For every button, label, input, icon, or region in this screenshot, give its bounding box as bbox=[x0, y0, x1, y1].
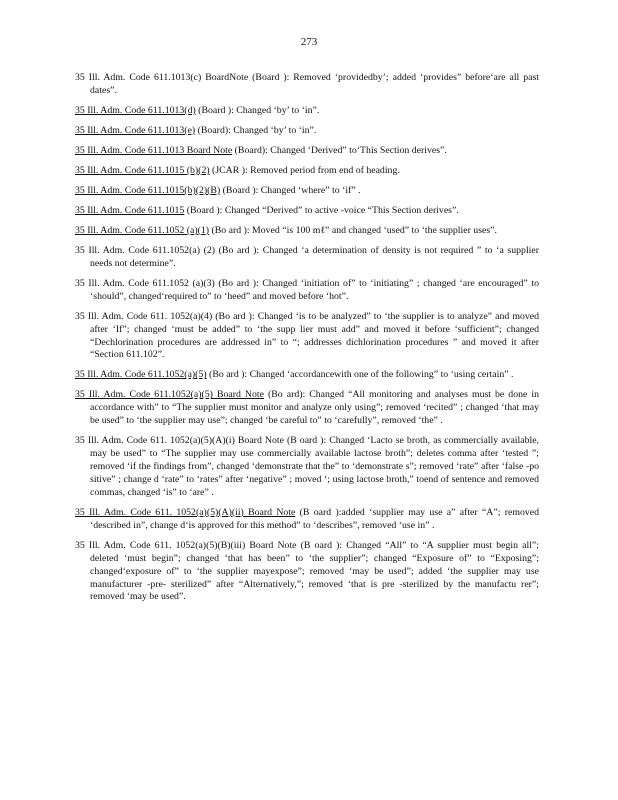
amendment-entry bbox=[75, 389, 539, 428]
change-description: (B oard ):added ‘supplier may use a” after “A”; removed ‘described in”, change d‘is approved for this method” to ‘describes”, removed ‘use in” . bbox=[90, 506, 539, 531]
code-citation: 35 Ill. Adm. Code 611.1013(d) bbox=[75, 104, 196, 116]
change-description: (Board ): Changed “Derived” to active -voice “This Section derives”. bbox=[184, 204, 459, 216]
code-citation: 35 Ill. Adm. Code 611. 1052(a)(4) bbox=[75, 310, 213, 322]
code-citation: 35 Ill. Adm. Code 611.1015 bbox=[75, 204, 185, 216]
code-citation: 35 Ill. Adm. Code 611.1015(b)(2)(B) bbox=[75, 184, 221, 196]
change-description: Board Note (B oard ): Changed “All” to “A supplier must begin all”; deleted ‘must begin”; changed ‘that has been” to ‘the supplier”; changed “Exposure of” to “Exposing”; changed‘exposure of” to ‘the supplier mayexpose”; removed ‘may be used”; added ‘the supplier may use manufacturer -pre- sterilized” after “Alternatively,”; removed ‘that is pre -sterilized by the manufactu rer”; removed ‘may be used”. bbox=[90, 539, 539, 603]
code-citation: 35 Ill. Adm. Code 611.1052(a) (2) bbox=[75, 244, 216, 256]
amendment-entry bbox=[75, 278, 539, 304]
amendment-entry bbox=[75, 435, 539, 500]
amendment-list bbox=[75, 72, 539, 611]
change-description: (JCAR ): Removed period from end of heading. bbox=[209, 164, 400, 176]
amendment-entry bbox=[75, 540, 539, 605]
change-description: (Board ): Changed ‘by’ to ‘in”. bbox=[195, 104, 320, 116]
change-description: (Board): Changed ‘by’ to ‘in”. bbox=[195, 124, 317, 136]
amendment-entry bbox=[75, 245, 539, 271]
code-citation: 35 Ill. Adm. Code 611.1052(a)(5) bbox=[75, 369, 207, 381]
amendment-entry bbox=[75, 125, 539, 138]
code-citation: 35 Ill. Adm. Code 611.1052 (a)(1) bbox=[75, 224, 210, 236]
change-description: Board Note (B oard ): Changed ‘Lacto se broth, as commercially available, may be used” to “The supplier may use commercially available lactose broth”; deletes comma after ‘tested ”; removed ‘if the findings from”, changed ‘demonstrate that the” to ‘demonstrate s”; removed ‘rate” after ‘false -po sitive” ; change d ‘rate” to ‘rates” after ‘negative” ; moved ‘; using lactose broth,” toend of sentence and removed commas, changed ‘is” to ‘are” . bbox=[90, 435, 539, 498]
code-citation: 35 Ill. Adm. Code 611.1052 (a)(3) bbox=[75, 277, 215, 289]
code-citation: 35 Ill. Adm. Code 611. 1052(a)(5)(A)(ii) Board Note bbox=[75, 506, 296, 518]
amendment-entry bbox=[75, 145, 539, 158]
change-description: (Bo ard): Changed “All monitoring and analyses must be done in accordance with” to “The supplier must monitor and analyze only using”; removed ‘recited” ; changed ‘that may be used” to ‘the supplier may use”; changed ‘be careful to” to ‘carefully”, removed ‘the” . bbox=[90, 389, 539, 427]
code-citation: 35 Ill. Adm. Code 611. 1052(a)(5)(A)(i) bbox=[75, 435, 235, 447]
amendment-entry bbox=[75, 165, 539, 178]
code-citation: 35 Ill. Adm. Code 611.1052(a)(5) Board Note bbox=[75, 389, 264, 401]
code-citation: 35 Ill. Adm. Code 611.1013(e) bbox=[75, 124, 196, 136]
change-description: (Board ): Removed ‘providedby’; added ‘provides” before‘are all past dates”. bbox=[90, 72, 540, 96]
amendment-entry bbox=[75, 225, 539, 238]
code-citation: 35 Ill. Adm. Code 611.1013 Board Note bbox=[75, 144, 233, 156]
page-number: 273 bbox=[300, 36, 318, 48]
change-description: (Bo ard ): Changed ‘initiation of” to ‘initiating” ; changed ‘are encouraged” to ‘should”, changed‘required to” to ‘heed” and moved before ‘hot”. bbox=[90, 277, 539, 302]
change-description: (Bo ard ): Changed ‘a determination of density is not required ” to ‘a supplier needs not determine”. bbox=[90, 244, 539, 269]
code-citation: 35 Ill. Adm. Code 611.1013(c) BoardNote bbox=[75, 72, 249, 83]
amendment-entry bbox=[75, 311, 539, 363]
amendment-entry bbox=[75, 105, 539, 118]
amendment-entry bbox=[75, 185, 539, 198]
change-description: (Board): Changed ‘Derived” to‘This Section derives”. bbox=[232, 144, 447, 156]
amendment-entry bbox=[75, 507, 539, 533]
change-description: (Bo ard ): Moved “is 100 mℓ” and changed ‘used” to ‘the supplier uses”. bbox=[209, 224, 497, 236]
change-description: (Bo ard ): Changed ‘is to be analyzed” to ‘the supplier is to analyze” and moved after ‘If”; changed ‘must be added” to ‘the supp lier must add” and moved it before ‘sufficient”; changed “Dechlorination procedures are addressed in” to “; addresses dichlorination procedures ” and moved it after “Section 611.102”. bbox=[90, 310, 539, 361]
code-citation: 35 Ill. Adm. Code 611. 1052(a)(5)(B)(iii) bbox=[75, 539, 246, 551]
code-citation: 35 Ill. Adm. Code 611.1015 (b)(2) bbox=[75, 164, 210, 176]
change-description: (Bo ard ): Changed ‘accordancewith one of the following” to ‘using certain” . bbox=[206, 369, 514, 381]
amendment-entry bbox=[75, 369, 539, 382]
amendment-entry bbox=[75, 72, 539, 98]
amendment-entry bbox=[75, 205, 539, 218]
change-description: (Board ): Changed ‘where” to ‘if” . bbox=[220, 184, 361, 196]
